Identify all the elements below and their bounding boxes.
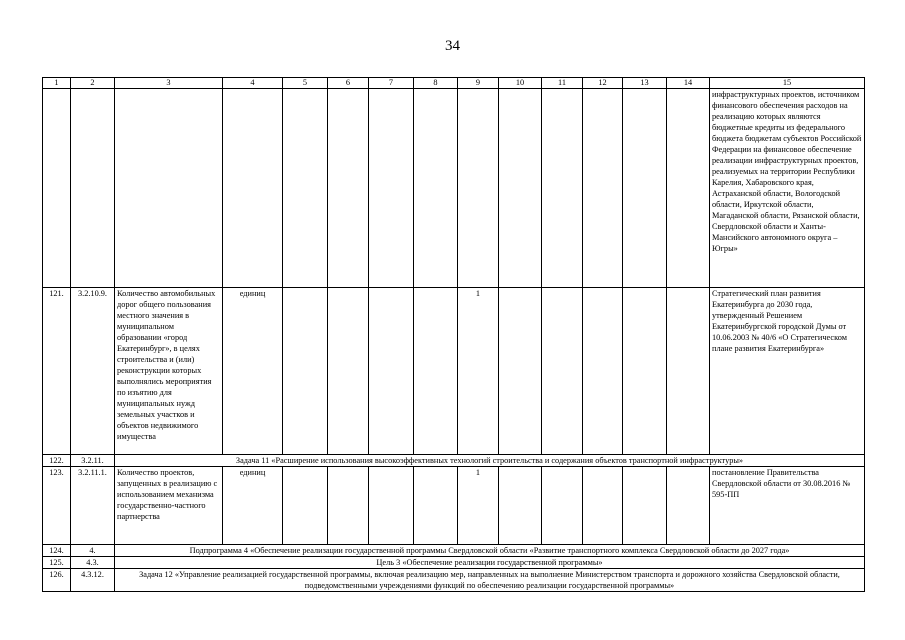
table-row <box>43 89 865 288</box>
source-document-cell: инфраструктурных проектов, источником финансового обеспечения расходов на реализацию которых являются бюджетные кредиты из федерального бюджета бюджетам субъектов Российской Федерации на финансовое обеспечение реализации инфраструктурных проектов, реализуемых на территории Республики Карелия, Хабаровского края, Астраханской области, Вологодской области, Иркутской области, Магаданской области, Рязанской области, Свердловской области и Ханты-Мансийского автономного округа – Югры» <box>710 89 865 288</box>
table-row <box>43 557 865 569</box>
row-number: 121. <box>43 288 71 455</box>
header-cell: 6 <box>328 78 369 89</box>
row-number: 123. <box>43 467 71 545</box>
unit-cell: единиц <box>223 288 283 455</box>
task-heading: Задача 12 «Управление реализацией государственной программы, включая реализацию мер, направленных на выполнение Министерством транспорта и дорожного хозяйства Свердловской области, подведомственными учреждениями функций по обеспечению реализации государственной программы» <box>115 569 865 592</box>
row-number: 125. <box>43 557 71 569</box>
row-number: 122. <box>43 455 71 467</box>
table-header-row <box>43 78 865 89</box>
row-number: 126. <box>43 569 71 592</box>
header-cell: 13 <box>623 78 667 89</box>
unit-cell: единиц <box>223 467 283 545</box>
table-row <box>43 455 865 467</box>
table-row <box>43 545 865 557</box>
subprogram-heading: Подпрограмма 4 «Обеспечение реализации государственной программы Свердловской области «Развитие транспортного комплекса Свердловской области до 2027 года» <box>115 545 865 557</box>
header-cell: 4 <box>223 78 283 89</box>
row-number: 124. <box>43 545 71 557</box>
source-document-cell: постановление Правительства Свердловской области от 30.08.2016 № 595-ПП <box>710 467 865 545</box>
page-number: 34 <box>445 38 460 54</box>
source-document-cell: Стратегический план развития Екатеринбурга до 2030 года, утвержденный Решением Екатеринбургской городской Думы от 10.06.2003 № 40/6 «О Стратегическом плане развития Екатеринбурга» <box>710 288 865 455</box>
row-code: 4. <box>71 545 115 557</box>
header-cell: 2 <box>71 78 115 89</box>
header-cell: 9 <box>458 78 499 89</box>
value-cell: 1 <box>458 288 499 455</box>
row-code: 4.3.12. <box>71 569 115 592</box>
header-cell: 8 <box>414 78 458 89</box>
goal-heading: Цель 3 «Обеспечение реализации государственной программы» <box>115 557 865 569</box>
header-cell: 1 <box>43 78 71 89</box>
table-row <box>43 288 865 455</box>
table-row <box>43 467 865 545</box>
row-code: 3.2.10.9. <box>71 288 115 455</box>
header-cell: 7 <box>369 78 414 89</box>
task-heading: Задача 11 «Расширение использования высокоэффективных технологий строительства и содержания объектов транспортной инфраструктуры» <box>115 455 865 467</box>
header-cell: 14 <box>667 78 710 89</box>
row-code: 4.3. <box>71 557 115 569</box>
indicator-name: Количество проектов, запущенных в реализацию с использованием механизма государственно-частного партнерства <box>115 467 223 545</box>
header-cell: 10 <box>499 78 542 89</box>
row-code: 3.2.11.1. <box>71 467 115 545</box>
header-cell: 3 <box>115 78 223 89</box>
header-cell: 5 <box>283 78 328 89</box>
indicators-table <box>42 77 865 592</box>
header-cell: 11 <box>542 78 583 89</box>
header-cell: 12 <box>583 78 623 89</box>
value-cell: 1 <box>458 467 499 545</box>
table-row <box>43 569 865 592</box>
header-cell: 15 <box>710 78 865 89</box>
row-code: 3.2.11. <box>71 455 115 467</box>
indicator-name: Количество автомобильных дорог общего пользования местного значения в муниципальном образовании «город Екатеринбург», в целях строительства и (или) реконструкции которых выполнялись мероприятия по изъятию для муниципальных нужд земельных участков и объектов недвижимого имущества <box>115 288 223 455</box>
